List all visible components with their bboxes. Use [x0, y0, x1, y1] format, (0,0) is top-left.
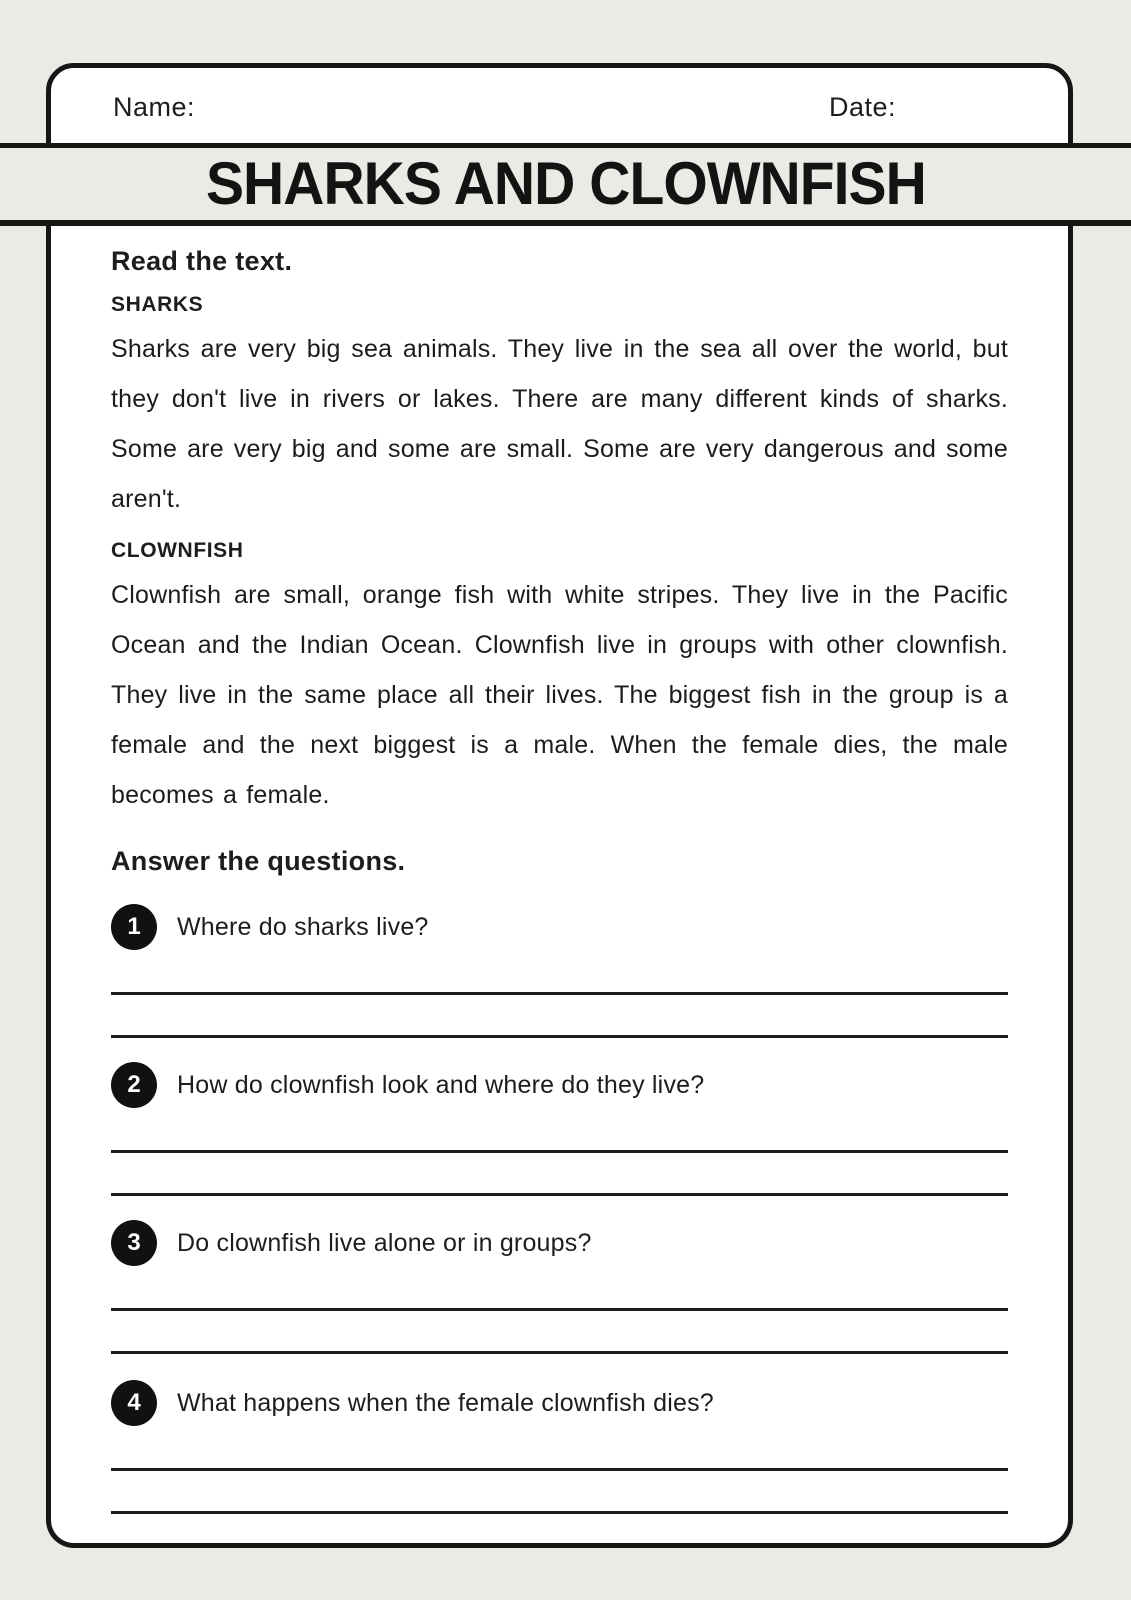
question-2-text: How do clownfish look and where do they live?	[177, 1070, 705, 1099]
passage-heading-sharks: SHARKS	[111, 293, 204, 316]
question-4-number-badge: 4	[111, 1380, 157, 1426]
question-4-text: What happens when the female clownfish dies?	[177, 1388, 714, 1417]
question-2-row	[111, 1062, 1008, 1108]
question-4-row	[111, 1380, 1008, 1426]
question-3-text: Do clownfish live alone or in groups?	[177, 1228, 592, 1257]
question-1-answer-line-2	[111, 1035, 1008, 1038]
date-label: Date:	[829, 92, 897, 122]
passage-text-clownfish: Clownfish are small, orange fish with white stripes. They live in the Pacific Ocean and the Indian Ocean. Clownfish live in groups with other clownfish. They live in the same place all their lives. The biggest fish in the group is a female and the next biggest is a male. When the female dies, the male becomes a female.	[111, 581, 1008, 809]
question-2-answer-line-1	[111, 1150, 1008, 1153]
question-2-answer-line-2	[111, 1193, 1008, 1196]
question-4	[111, 1380, 1008, 1514]
question-1-row	[111, 904, 1008, 950]
question-4-answer-line-2	[111, 1511, 1008, 1514]
question-4-answer-line-1	[111, 1468, 1008, 1471]
question-1-text: Where do sharks live?	[177, 912, 429, 941]
question-1	[111, 904, 1008, 1038]
question-1-answer-line-1	[111, 992, 1008, 995]
worksheet-body	[46, 226, 1073, 1548]
question-2	[111, 1062, 1008, 1196]
question-2-number-badge: 2	[111, 1062, 157, 1108]
question-3-number-badge: 3	[111, 1220, 157, 1266]
question-3-answer-line-2	[111, 1351, 1008, 1354]
question-3-row	[111, 1220, 1008, 1266]
title-band	[0, 143, 1131, 226]
page-title: SHARKS AND CLOWNFISH	[205, 150, 926, 217]
name-label: Name:	[113, 92, 196, 122]
answer-instruction: Answer the questions.	[111, 846, 406, 876]
read-instruction: Read the text.	[111, 246, 293, 276]
passage-text-sharks: Sharks are very big sea animals. They live in the sea all over the world, but they don't live in rivers or lakes. There are many different kinds of sharks. Some are very big and some are small. Some are very dangerous and some aren't.	[111, 335, 1008, 513]
question-1-number-badge: 1	[111, 904, 157, 950]
question-3	[111, 1220, 1008, 1354]
question-3-answer-line-1	[111, 1308, 1008, 1311]
passage-heading-clownfish: CLOWNFISH	[111, 539, 244, 562]
